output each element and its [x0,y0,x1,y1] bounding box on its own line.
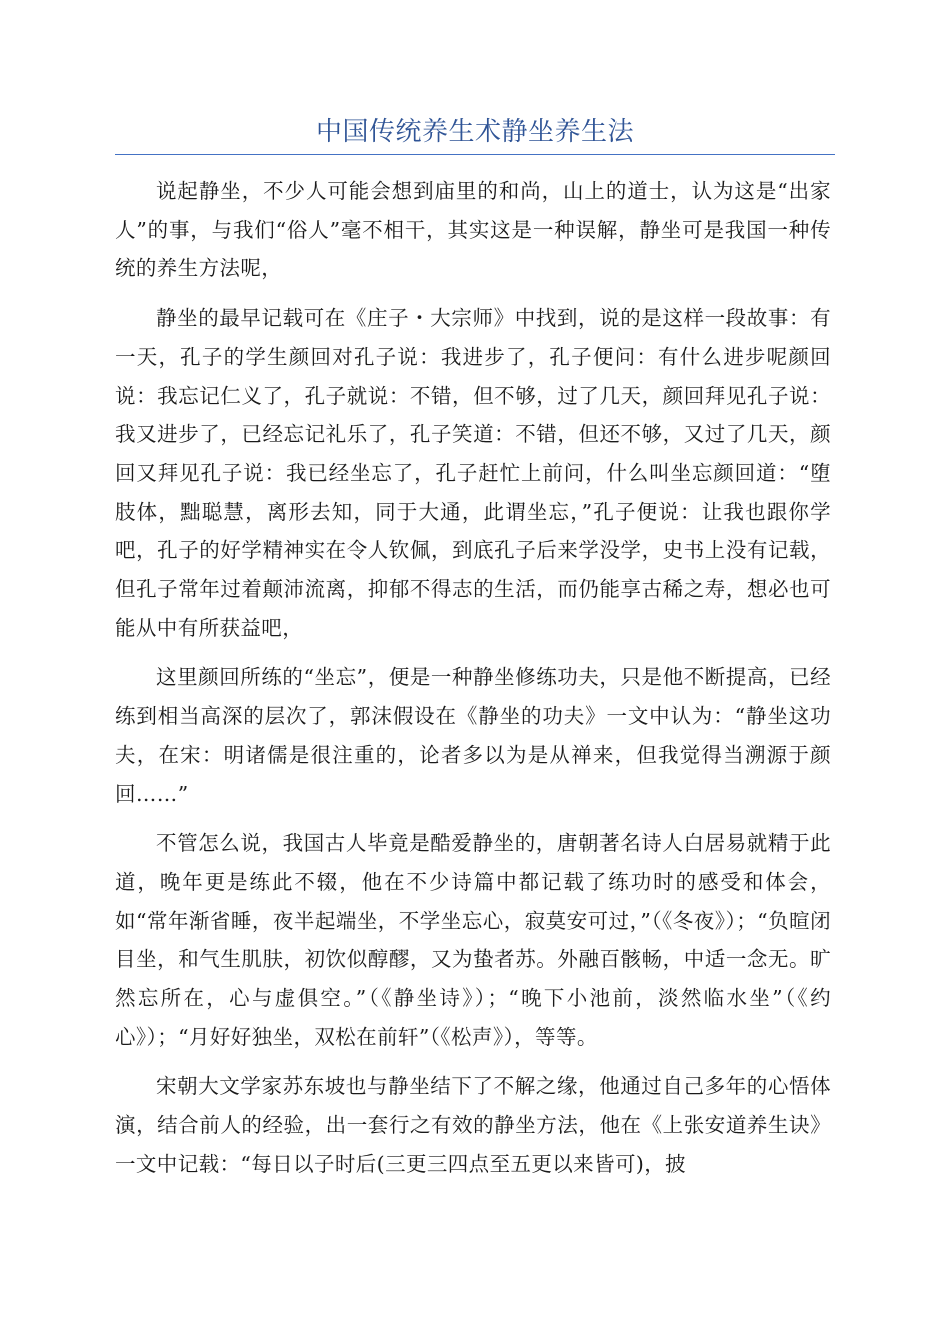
paragraph-4: 不管怎么说，我国古人毕竟是酷爱静坐的，唐朝著名诗人白居易就精于此道，晚年更是练此不辍，他在不少诗篇中都记载了练功时的感受和体会，如“常年渐省睡，夜半起端坐，不学坐忘心，寂莫安可过，”（《冬夜》）；“负暄闭目坐，和气生肌肤，初饮似醇醪，又为蛰者苏。外融百骸畅，中适一念无。旷然忘所在，心与虚俱空。”（《静坐诗》）；“晚下小池前，淡然临水坐”（《约心》）；“月好好独坐，双松在前轩”（《松声》），等等。 [115,831,831,1049]
document-body [115,172,831,1195]
paragraph-1: 说起静坐，不少人可能会想到庙里的和尚，山上的道士，认为这是“出家人”的事，与我们“俗人”毫不相干，其实这是一种误解，静坐可是我国一种传统的养生方法呢， [115,179,831,281]
title-block [115,112,835,156]
title-underline [115,154,835,155]
paragraph-2: 静坐的最早记载可在《庄子・大宗师》中找到，说的是这样一段故事：有一天，孔子的学生颜回对孔子说：我进步了，孔子便问：有什么进步呢颜回说：我忘记仁义了，孔子就说：不错，但不够，过了几天，颜回拜见孔子说：我又进步了，已经忘记礼乐了，孔子笑道：不错，但还不够，又过了几天，颜回又拜见孔子说：我已经坐忘了，孔子赶忙上前问，什么叫坐忘颜回道：“堕肢体，黜聪慧，离形去知，同于大通，此谓坐忘，”孔子便说：让我也跟你学吧，孔子的好学精神实在令人钦佩，到底孔子后来学没学，史书上没有记载，但孔子常年过着颠沛流离，抑郁不得志的生活，而仍能享古稀之寿，想必也可能从中有所获益吧， [115,306,831,640]
paragraph-3: 这里颜回所练的“坐忘”，便是一种静坐修练功夫，只是他不断提高，已经练到相当高深的层次了，郭沫假设在《静坐的功夫》一文中认为：“静坐这功夫，在宋：明诸儒是很注重的，论者多以为是从禅来，但我觉得当溯源于颜回……” [115,665,831,806]
paragraph-5: 宋朝大文学家苏东坡也与静坐结下了不解之缘，他通过自己多年的心悟体演，结合前人的经验，出一套行之有效的静坐方法，他在《上张安道养生诀》一文中记载：“每日以子时后(三更三四点至五更以来皆可)，披 [115,1074,831,1176]
document-title: 中国传统养生术静坐养生法 [315,117,634,147]
